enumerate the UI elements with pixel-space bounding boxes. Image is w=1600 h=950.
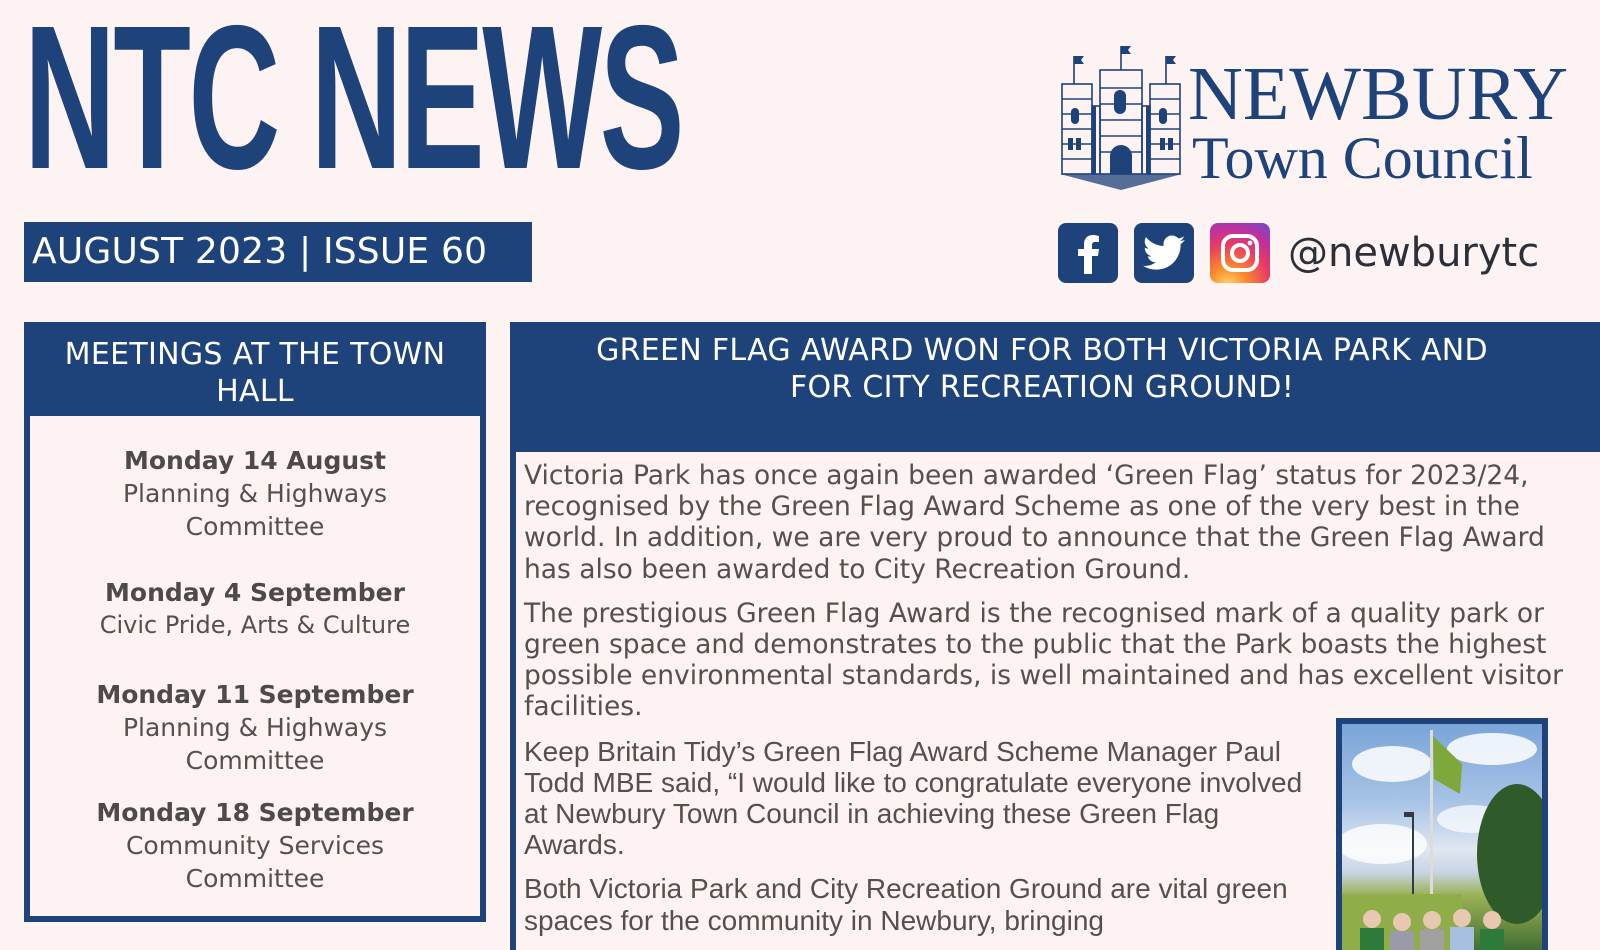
article-heading-line: GREEN FLAG AWARD WON FOR BOTH VICTORIA PARK AND <box>596 333 1488 368</box>
article-heading-line: FOR CITY RECREATION GROUND! <box>789 370 1295 405</box>
meetings-heading <box>30 328 480 416</box>
council-subtitle: Town Council <box>1192 125 1533 191</box>
meeting-item <box>30 796 480 895</box>
twitter-icon[interactable] <box>1134 223 1194 283</box>
article-heading <box>510 322 1600 452</box>
meetings-heading-line: HALL <box>216 374 294 409</box>
instagram-icon[interactable] <box>1210 223 1270 283</box>
meetings-heading-line: MEETINGS AT THE TOWN <box>64 337 446 372</box>
meetings-panel <box>24 322 486 922</box>
photo-illustration <box>1342 724 1542 950</box>
meeting-name: Community Services <box>125 831 385 860</box>
facebook-icon[interactable] <box>1058 223 1118 283</box>
castle-icon <box>1056 44 1186 194</box>
green-flag-photo <box>1336 718 1548 950</box>
social-handle[interactable]: @newburytc <box>1288 230 1540 276</box>
meeting-date: Monday 14 August <box>123 446 386 475</box>
meeting-name: Committee <box>185 746 325 775</box>
meeting-item <box>30 576 480 642</box>
article-paragraph: Keep Britain Tidy’s Green Flag Award Scheme Manager Paul Todd MBE said, “I would like to congratulate everyone involved at Newbury Town Council in achieving these Green Flag Awards. <box>524 735 1303 861</box>
meeting-date: Monday 18 September <box>96 798 414 827</box>
meeting-date: Monday 4 September <box>105 578 405 607</box>
meeting-name: Committee <box>185 864 325 893</box>
meeting-item <box>30 444 480 543</box>
meeting-name: Planning & Highways <box>122 713 388 742</box>
council-logo <box>1056 44 1596 194</box>
masthead-title: NTC NEWS <box>24 0 682 212</box>
council-name: NEWBURY <box>1188 52 1568 136</box>
meeting-date: Monday 11 September <box>96 680 414 709</box>
meeting-name: Committee <box>185 512 325 541</box>
article-paragraph: Victoria Park has once again been awarded ‘Green Flag’ status for 2023/24, recognised by the Green Flag Award Scheme as one of the very best in the world. In addition, we are very proud to announce that the Green Flag Award has also been awarded to City Recreation Ground. <box>524 460 1545 585</box>
issue-banner: AUGUST 2023 | ISSUE 60 <box>24 222 532 282</box>
meeting-item <box>30 678 480 777</box>
article-paragraph: Both Victoria Park and City Recreation Ground are vital green spaces for the community in Newbury, bringing <box>524 873 1288 936</box>
article-paragraph: The prestigious Green Flag Award is the recognised mark of a quality park or green space and demonstrates to the public that the Park boasts the highest possible environmental standards, is well maintained and has excellent visitor facilities. <box>524 597 1563 723</box>
meeting-name: Planning & Highways <box>122 479 388 508</box>
social-links <box>1058 222 1539 284</box>
meeting-name: Civic Pride, Arts & Culture <box>99 611 411 639</box>
